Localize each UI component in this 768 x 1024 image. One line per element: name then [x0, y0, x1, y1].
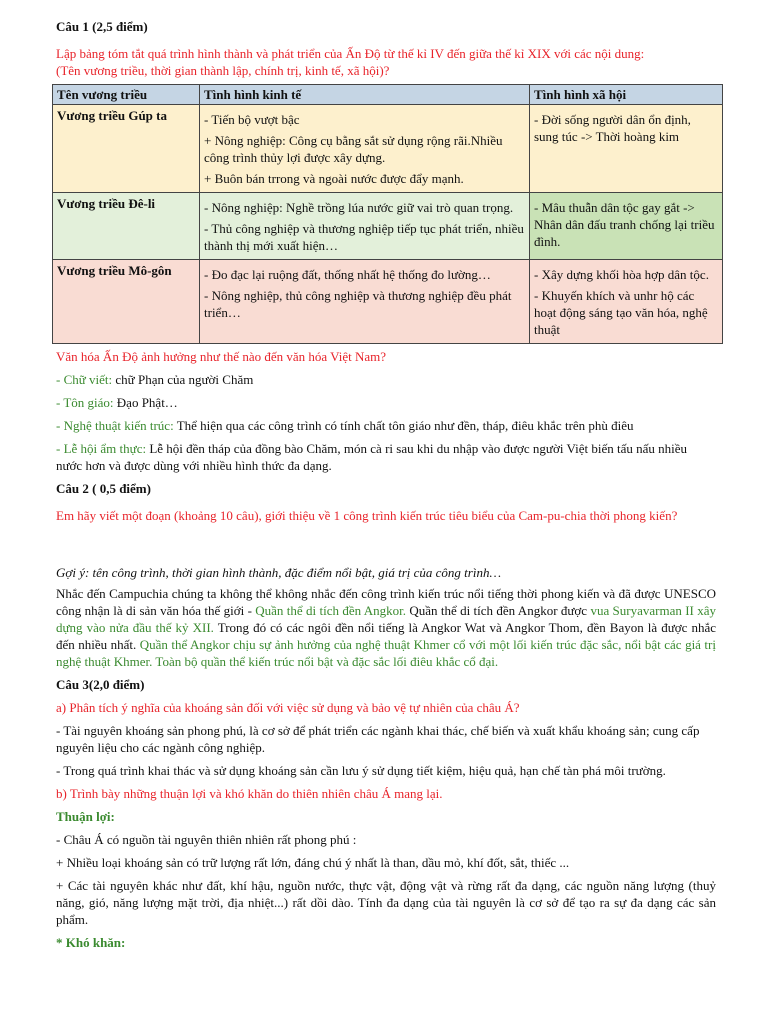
economy-item: - Thủ công nghiệp và thương nghiệp tiếp tục phát triển, nhiều thành thị mới xuất hiện… — [204, 221, 524, 253]
q2-answer-paragraph: Nhắc đến Campuchia chúng ta không thể không nhắc đến công trình kiến trúc nổi tiếng thời phong kiến và đã được UNESCO công nhận là di sản văn hóa thế giới - Quần thể di tích đền Angkor. Quần thể di tích đền Angkor được vua Suryavarman II xây dựng vào nửa đầu thế kỷ XII. Trong đó có các ngôi đền nổi tiếng là Angkor Wat và Angkor Thom, đền Bayon là được nhắc đến nhiều nhất. Quần thể Angkor chịu sự ảnh hưởng của nghệ thuật Khmer cổ với một lối kiến trúc đặc sắc, nổi bật các giá trị nghệ thuật Khmer. Toàn bộ quần thể kiến trúc nổi bật và đặc sắc lối điêu khắc cổ đại. — [56, 586, 717, 669]
society-cell — [530, 105, 723, 193]
difficulties-title: * Khó khăn: — [56, 935, 126, 950]
economy-cell — [200, 105, 530, 193]
economy-item: - Đo đạc lại ruộng đất, thống nhất hệ thống đo lường… — [204, 267, 491, 282]
advantage-item: + Các tài nguyên khác như đất, khí hậu, nguồn nước, thực vật, động vật và rừng rất đa dạng, các nguồn năng lượng (thuỷ năng, gió, năng lượng mặt trời, địa nhiệt...) rất dồi dào. Tính đa dạng của tài nguyên là cơ sở để tạo ra sự đa dạng các sản phẩm. — [56, 878, 716, 927]
culture-item: - Nghệ thuật kiến trúc: Thể hiện qua các công trình có tính chất tôn giáo như đền, tháp, điêu khắc trên phù điêu — [56, 418, 634, 433]
table-header-row — [53, 85, 723, 105]
q2-title: Câu 2 ( 0,5 điểm) — [56, 481, 151, 496]
dynasty-name: Vương triều Mô-gôn — [53, 260, 200, 344]
advantages-title: Thuận lợi: — [56, 809, 115, 824]
economy-item: + Buôn bán trrong và ngoài nước được đẩy mạnh. — [204, 171, 464, 186]
society-item: - Xây dựng khối hòa hợp dân tộc. — [534, 267, 709, 282]
culture-item: - Tôn giáo: Đạo Phật… — [56, 395, 178, 410]
culture-item: - Chữ viết: chữ Phạn của người Chăm — [56, 372, 254, 387]
society-item: - Khuyến khích và unhr hộ các hoạt động sáng tạo văn hóa, nghệ thuật — [534, 288, 708, 337]
economy-cell — [200, 260, 530, 344]
document-page — [56, 0, 716, 951]
economy-item: - Nông nghiệp: Nghề trồng lúa nước giữ vai trò quan trọng. — [204, 200, 514, 215]
society-item: - Đời sống người dân ổn định, sung túc -> Thời hoàng kim — [534, 112, 691, 144]
dynasty-name: Vương triều Gúp ta — [53, 105, 200, 193]
culture-item: - Lễ hội ẩm thực: Lễ hội đền tháp của đồng bào Chăm, món cà ri sau khi du nhập vào được người Việt biến tấu nấu nhiều nước hơn và được dùng với nhiều hình thức đa dạng. — [56, 441, 687, 473]
advantage-item: - Châu Á có nguồn tài nguyên thiên nhiên rất phong phú : — [56, 832, 357, 847]
header-society: Tình hình xã hội — [530, 85, 723, 105]
q3-title: Câu 3(2,0 điểm) — [56, 677, 145, 692]
dynasty-table — [52, 84, 723, 344]
economy-item: - Nông nghiệp, thủ công nghiệp và thương nghiệp đều phát triển… — [204, 288, 512, 320]
q3-answer-a1: - Tài nguyên khoáng sản phong phú, là cơ sở để phát triển các ngành khai thác, chế biến và xuất khẩu khoáng sản; cung cấp nguyên liệu cho các ngành công nghiệp. — [56, 723, 700, 755]
society-cell — [530, 260, 723, 344]
header-dynasty: Tên vương triều — [53, 85, 200, 105]
economy-cell — [200, 193, 530, 260]
q1-title: Câu 1 (2,5 điểm) — [56, 19, 148, 34]
table-row — [53, 193, 723, 260]
q3-part-a: a) Phân tích ý nghĩa của khoáng sản đối với việc sử dụng và bảo vệ tự nhiên của châu Á? — [56, 700, 520, 715]
table-row — [53, 260, 723, 344]
society-item: - Mâu thuẫn dân tộc gay gắt -> Nhân dân đấu tranh chống lại triều đình. — [534, 200, 715, 249]
q1-prompt-line1: Lập bảng tóm tắt quá trình hình thành và phát triển của Ấn Độ từ thế kỉ IV đến giữa thế kỉ XIX với các nội dung: — [56, 46, 645, 61]
q2-prompt: Em hãy viết một đoạn (khoảng 10 câu), giới thiệu về 1 công trình kiến trúc tiêu biểu của Cam-pu-chia thời phong kiến? — [56, 508, 678, 523]
economy-item: - Tiến bộ vượt bậc — [204, 112, 300, 127]
culture-question: Văn hóa Ấn Độ ảnh hưởng như thế nào đến văn hóa Việt Nam? — [56, 349, 387, 364]
economy-item: + Nông nghiệp: Công cụ bằng sắt sử dụng rộng rãi.Nhiều công trình thủy lợi được xây dựng. — [204, 133, 503, 165]
q1-prompt-line2: (Tên vương triều, thời gian thành lập, chính trị, kinh tế, xã hội)? — [56, 63, 390, 78]
q2-hint: Gợi ý: tên công trình, thời gian hình thành, đặc điểm nổi bật, giá trị của công trình… — [56, 565, 502, 580]
society-cell — [530, 193, 723, 260]
advantage-item: + Nhiều loại khoáng sản có trữ lượng rất lớn, đáng chú ý nhất là than, dầu mỏ, khí đốt, sắt, thiếc ... — [56, 855, 570, 870]
dynasty-name: Vương triều Đê-li — [53, 193, 200, 260]
q3-part-b: b) Trình bày những thuận lợi và khó khăn do thiên nhiên châu Á mang lại. — [56, 786, 443, 801]
q3-answer-a2: - Trong quá trình khai thác và sử dụng khoáng sản cần lưu ý sử dụng tiết kiệm, hiệu quả, hạn chế tàn phá môi trường. — [56, 763, 666, 778]
table-row — [53, 105, 723, 193]
header-economy: Tình hình kinh tế — [200, 85, 530, 105]
